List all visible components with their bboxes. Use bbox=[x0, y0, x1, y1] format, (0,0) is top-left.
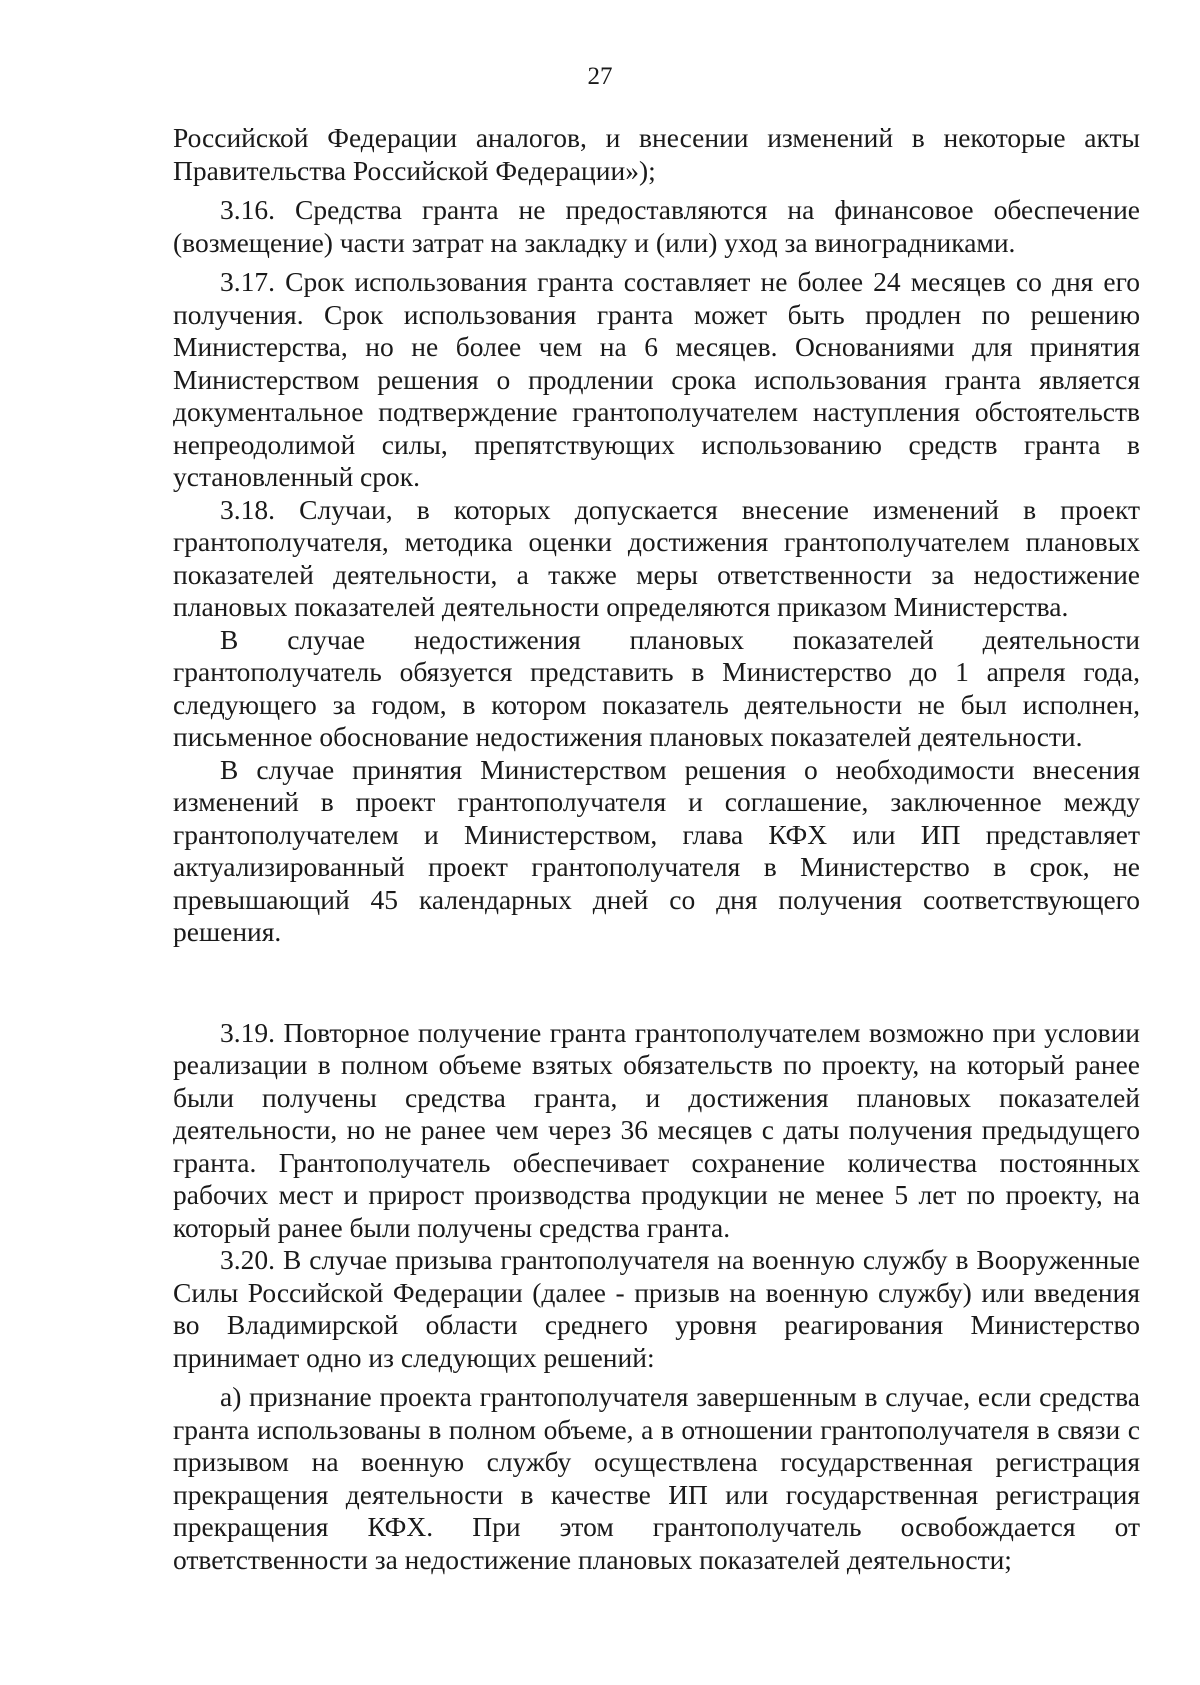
paragraph-3-16: 3.16. Средства гранта не предоставляются на финансовое обеспечение (возмещение) части затрат на закладку и (или) уход за виноградниками. bbox=[173, 194, 1140, 258]
paragraph-3-20: 3.20. В случае призыва грантополучателя на военную службу в Вооруженные Силы Российской Федерации (далее - призыв на военную службу) или введения во Владимирской области среднего уровня реагирования Министерство принимает одно из следующих решений: bbox=[173, 1244, 1140, 1373]
page-number: 27 bbox=[587, 63, 613, 90]
paragraph-3-17: 3.17. Срок использования гранта составляет не более 24 месяцев со дня его получения. Срок использования гранта может быть продлен по решению Министерства, но не более чем на 6 месяцев. Основаниями для принятия Министерством решения о продлении срока использования гранта является документальное подтверждение грантополучателем наступления обстоятельств непреодолимой силы, препятствующих использованию средств гранта в установленный срок. bbox=[173, 266, 1140, 492]
document-body bbox=[173, 122, 1140, 1576]
paragraph-3-19: 3.19. Повторное получение гранта грантополучателем возможно при условии реализации в полном объеме взятых обязательств по проекту, на который ранее были получены средства гранта, и достижения плановых показателей деятельности, но не ранее чем через 36 месяцев с даты получения предыдущего гранта. Грантополучатель обеспечивает сохранение количества постоянных рабочих мест и прирост производства продукции не менее 5 лет по проекту, на который ранее были получены средства гранта. bbox=[173, 1016, 1140, 1243]
paragraph-underachievement: В случае недостижения плановых показателей деятельности грантополучатель обязуется представить в Министерство до 1 апреля года, следующего за годом, в котором показатель деятельности не был исполнен, письменное обоснование недостижения плановых показателей деятельности. bbox=[173, 623, 1140, 752]
paragraph-project-changes: В случае принятия Министерством решения о необходимости внесения изменений в проект грантополучателя и соглашение, заключенное между грантополучателем и Министерством, глава КФХ или ИП представляет актуализированный проект грантополучателя в Министерство в срок, не превышающий 45 календарных дней со дня получения соответствующего решения. bbox=[173, 753, 1140, 947]
paragraph-3-18: 3.18. Случаи, в которых допускается внесение изменений в проект грантополучателя, методика оценки достижения грантополучателем плановых показателей деятельности, а также меры ответственности за недостижение плановых показателей деятельности определяются приказом Министерства. bbox=[173, 493, 1140, 622]
paragraph-item-a: а) признание проекта грантополучателя завершенным в случае, если средства гранта использованы в полном объеме, а в отношении грантополучателя в связи с призывом на военную службу осуществлена государственная регистрация прекращения деятельности в качестве ИП или государственная регистрация прекращения КФХ. При этом грантополучатель освобождается от ответственности за недостижение плановых показателей деятельности; bbox=[173, 1381, 1140, 1575]
paragraph-continuation: Российской Федерации аналогов, и внесении изменений в некоторые акты Правительства Российской Федерации»); bbox=[173, 122, 1140, 186]
